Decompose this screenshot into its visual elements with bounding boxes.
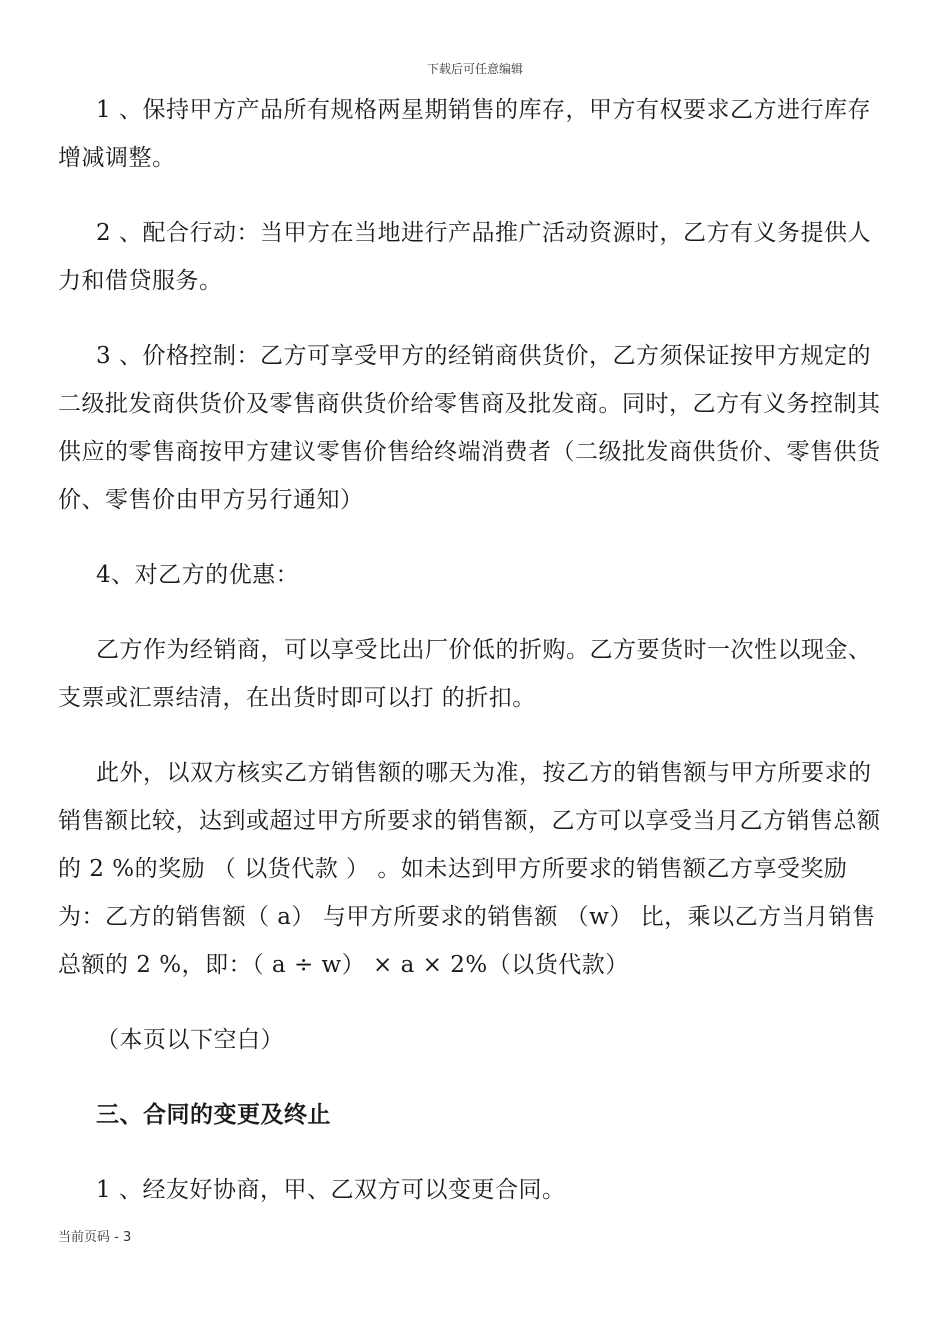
page-header: 下载后可任意编辑 — [426, 62, 523, 76]
clause-discount-heading: 4、对乙方的优惠： — [96, 562, 300, 588]
reward-paragraph: 此外，以双方核实乙方销售额的哪天为准，按乙方的销售额与甲方所要求的销售额比较，达到或超过甲方所要求的销售额，乙方可以享受当月乙方销售总额的 2 %的奖励 （ 以货代款 ） 。如未达到甲方所要求的销售额乙方享受奖励为：乙方的销售额（ a） 与甲方所要求的销售额 （w） 比，乘以乙方当月销售总额的 2 %，即：（ a ÷ w） × a × 2%（以货代款） — [58, 760, 881, 978]
clause-inventory: 1 、保持甲方产品所有规格两星期销售的库存，甲方有权要求乙方进行库存增减调整。 — [58, 97, 871, 171]
page-number: 当前页码 - 3 — [58, 1230, 132, 1245]
clause-cooperation: 2 、配合行动：当甲方在当地进行产品推广活动资源时，乙方有义务提供人力和借贷服务。 — [58, 220, 871, 294]
clause-change-contract: 1 、经友好协商，甲、乙双方可以变更合同。 — [96, 1177, 566, 1203]
section-heading-change-termination: 三、合同的变更及终止 — [96, 1101, 331, 1128]
blank-note: （本页以下空白） — [96, 1027, 284, 1053]
clause-price-control: 3 、价格控制：乙方可享受甲方的经销商供货价，乙方须保证按甲方规定的二级批发商供货价及零售商供货价给零售商及批发商。同时，乙方有义务控制其供应的零售商按甲方建议零售价售给终端消费者（二级批发商供货价、零售供货价、零售价由甲方另行通知） — [58, 343, 881, 513]
discount-paragraph: 乙方作为经销商，可以享受比出厂价低的折购。乙方要货时一次性以现金、支票或汇票结清，在出货时即可以打 的折扣。 — [58, 637, 872, 711]
document-body — [58, 86, 892, 1214]
